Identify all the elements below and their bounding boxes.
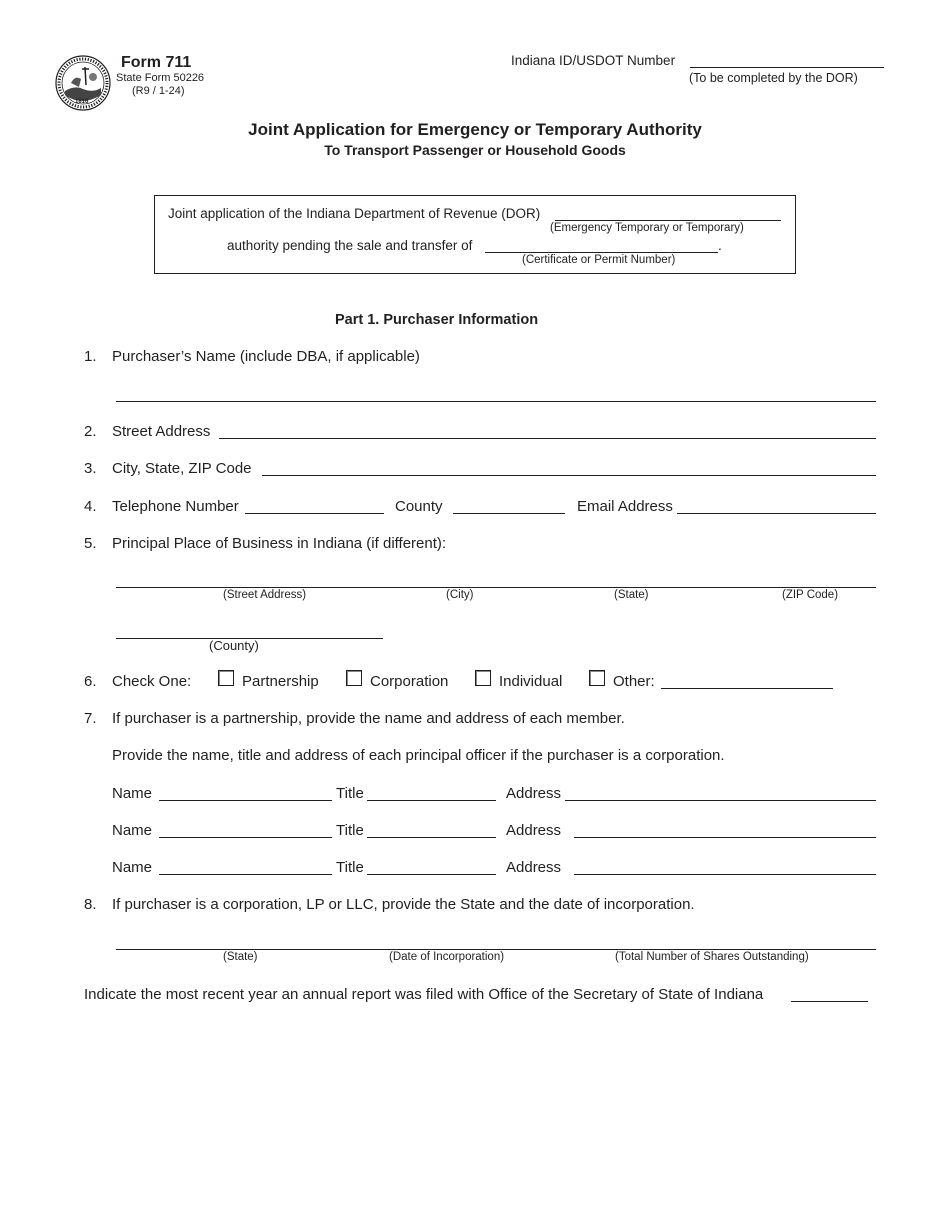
officer-name-label: Name: [112, 785, 153, 802]
authority-type-field[interactable]: [555, 220, 781, 221]
corporation-checkbox[interactable]: [346, 670, 362, 686]
county-field[interactable]: [453, 513, 565, 514]
certificate-number-caption: (Certificate or Permit Number): [522, 254, 676, 266]
q5-label: Principal Place of Business in Indiana (if different):: [112, 535, 447, 552]
q6-label: Check One:: [112, 673, 192, 690]
intro-line2: authority pending the sale and transfer of: [227, 238, 473, 253]
officer-name-label: Name: [112, 859, 153, 876]
officer-title-label: Title: [336, 785, 364, 802]
q3-number: 3.: [84, 460, 97, 477]
id-usdot-note: (To be completed by the DOR): [689, 71, 858, 85]
id-usdot-field[interactable]: [690, 67, 884, 68]
other-label: Other:: [613, 673, 655, 690]
q2-label: Street Address: [112, 423, 211, 440]
q1-label: Purchaser’s Name (include DBA, if applicable): [112, 348, 420, 365]
cap-state: (State): [614, 589, 649, 601]
principal-place-field[interactable]: [116, 587, 876, 588]
cap-street-address: (Street Address): [223, 589, 307, 601]
other-field[interactable]: [661, 688, 833, 689]
authority-type-caption: (Emergency Temporary or Temporary): [550, 222, 744, 234]
state-seal: [55, 55, 111, 111]
other-checkbox[interactable]: [589, 670, 605, 686]
officer-name-field-3[interactable]: [159, 874, 332, 875]
q7-number: 7.: [84, 710, 97, 727]
officer-address-label: Address: [506, 859, 562, 876]
q7-line2: Provide the name, title and address of each principal officer if the purchaser is a corporation.: [112, 747, 725, 764]
partnership-checkbox[interactable]: [218, 670, 234, 686]
id-usdot-label: Indiana ID/USDOT Number: [511, 53, 676, 68]
revision: (R9 / 1-24): [132, 85, 185, 97]
state-form-number: State Form 50226: [116, 72, 205, 84]
q8-number: 8.: [84, 896, 97, 913]
certificate-number-field[interactable]: [485, 252, 718, 253]
officer-title-label: Title: [336, 859, 364, 876]
q5-number: 5.: [84, 535, 97, 552]
officer-address-field-1[interactable]: [565, 800, 876, 801]
county-label: County: [395, 498, 443, 515]
cap-city: (City): [446, 589, 474, 601]
q3-label: City, State, ZIP Code: [112, 460, 252, 477]
officer-address-label: Address: [506, 822, 562, 839]
street-address-field[interactable]: [219, 438, 876, 439]
q4-number: 4.: [84, 498, 97, 515]
cap-shares-outstanding: (Total Number of Shares Outstanding): [615, 951, 809, 963]
cap-incorp-date: (Date of Incorporation): [389, 951, 505, 963]
email-label: Email Address: [577, 498, 673, 515]
telephone-label: Telephone Number: [112, 498, 239, 515]
officer-title-field-2[interactable]: [367, 837, 496, 838]
officer-title-field-1[interactable]: [367, 800, 496, 801]
officer-name-label: Name: [112, 822, 153, 839]
corporation-label: Corporation: [370, 673, 449, 690]
cap-incorp-state: (State): [223, 951, 258, 963]
officer-name-field-1[interactable]: [159, 800, 332, 801]
intro-period: .: [718, 238, 722, 253]
partnership-label: Partnership: [242, 673, 319, 690]
telephone-field[interactable]: [245, 513, 384, 514]
officer-title-field-3[interactable]: [367, 874, 496, 875]
officer-name-field-2[interactable]: [159, 837, 332, 838]
q1-number: 1.: [84, 348, 97, 365]
page-title: Joint Application for Emergency or Temporary Authority: [248, 120, 702, 139]
part1-heading: Part 1. Purchaser Information: [335, 312, 539, 328]
form-number: Form 711: [121, 54, 192, 71]
q6-number: 6.: [84, 673, 97, 690]
annual-report-label: Indicate the most recent year an annual report was filed with Office of the Secretary of State of Indiana: [84, 986, 764, 1003]
incorporation-field[interactable]: [116, 949, 876, 950]
city-state-zip-field[interactable]: [262, 475, 876, 476]
annual-report-year-field[interactable]: [791, 1001, 868, 1002]
seal-year: 1816: [75, 99, 89, 105]
officer-address-field-3[interactable]: [574, 874, 876, 875]
officer-address-field-2[interactable]: [574, 837, 876, 838]
individual-label: Individual: [499, 673, 563, 690]
q7-line1: If purchaser is a partnership, provide the name and address of each member.: [112, 710, 625, 727]
officer-title-label: Title: [336, 822, 364, 839]
officer-address-label: Address: [506, 785, 562, 802]
q8-label: If purchaser is a corporation, LP or LLC, provide the State and the date of incorporation.: [112, 896, 695, 913]
individual-checkbox[interactable]: [475, 670, 491, 686]
email-field[interactable]: [677, 513, 876, 514]
cap-county: (County): [209, 638, 259, 653]
purchaser-name-field[interactable]: [116, 401, 876, 402]
cap-zip: (ZIP Code): [782, 589, 839, 601]
intro-line1: Joint application of the Indiana Department of Revenue (DOR): [168, 206, 541, 221]
page-subtitle: To Transport Passenger or Household Goods: [324, 142, 626, 158]
q2-number: 2.: [84, 423, 97, 440]
